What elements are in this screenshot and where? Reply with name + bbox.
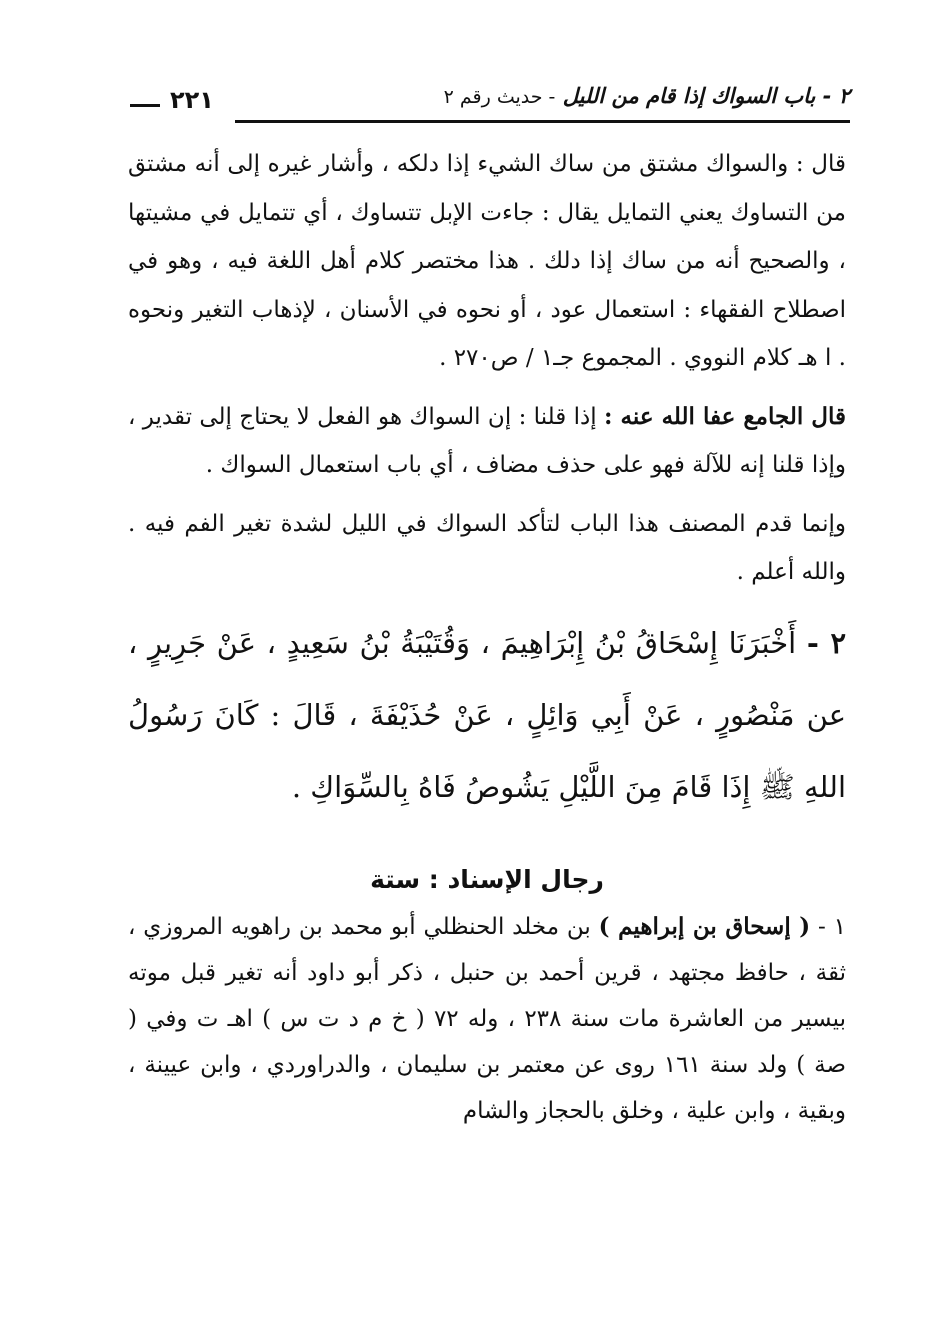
compiler-note-paragraph [128, 393, 846, 490]
hadith-text [128, 607, 846, 823]
commentary-paragraph: قال : والسواك مشتق من ساك الشيء إذا دلكه ، وأشار غيره إلى أنه مشتق من التساوك يعني التمايل يقال : جاءت الإبل تتساوك ، أي تتمايل في مشيتها ، والصحيح أنه من ساك إذا دلك . هذا مختصر كلام أهل اللغة فيه ، وهو في اصطلاح الفقهاء : استعمال عود ، أو نحوه في الأسنان ، لإذهاب التغير ونحوه . ا هـ كلام النووي . المجموع جـ١ / ص٢٧٠ . [128, 151, 846, 371]
hadith-number-label: - حديث رقم ٢ [443, 86, 556, 108]
narrator-entry [128, 904, 846, 1134]
hadith-number: ٢ - [806, 625, 847, 660]
section-heading: رجال الإسناد : ستة [370, 864, 604, 894]
page-body [128, 140, 846, 1134]
narrator-index: ١ - [818, 913, 846, 940]
narrator-bio: بن مخلد الحنظلي أبو محمد بن راهويه المروزي ، ثقة ، حافظ مجتهد ، قرين أحمد بن حنبل ، ذكر أبو داود أنه تغير قبل موته بيسير من العاشرة مات سنة ٢٣٨ ، وله ٧٢ ( خ م د ت س ) اهـ ت وفي ( صة ) ولد سنة ١٦١ روى عن معتمر بن سليمان ، والدراوردي ، وابن عيينة ، وبقية ، وابن علية ، وخلق بالحجاز والشام [128, 913, 846, 1124]
page-number-dash [130, 104, 160, 107]
closing-paragraph: وإنما قدم المصنف هذا الباب لتأكد السواك في الليل لشدة تغير الفم فيه . والله أعلم . [128, 510, 846, 585]
narrator-name: ( إسحاق بن إبراهيم ) [598, 912, 811, 940]
hadith-matn: أَخْبَرَنَا إِسْحَاقُ بْنُ إِبْرَاهِيمَ ، وَقُتَيْبَةُ بْنُ سَعِيدٍ ، عَنْ جَرِيرٍ ، عن مَنْصُورٍ ، عَنْ أَبِي وَائِلٍ ، عَنْ حُذَيْفَةَ ، قَالَ : كَانَ رَسُولُ اللهِ ﷺ إِذَا قَامَ مِنَ اللَّيْلِ يَشُوصُ فَاهُ بِالسِّوَاكِ . [128, 625, 846, 804]
compiler-note-lead: قال الجامع عفا الله عنه : [604, 402, 847, 430]
page-header [130, 80, 850, 130]
chapter-title: ٢ - باب السواك إذا قام من الليل [562, 84, 850, 108]
running-title [444, 84, 850, 108]
header-rule [235, 120, 850, 123]
page-number: ٢٢١ [170, 86, 214, 114]
compiler-note-text: إذا قلنا : إن السواك هو الفعل لا يحتاج إلى تقدير ، وإذا قلنا إنه للآلة فهو على حذف مضاف ، أي باب استعمال السواك . [128, 403, 846, 478]
